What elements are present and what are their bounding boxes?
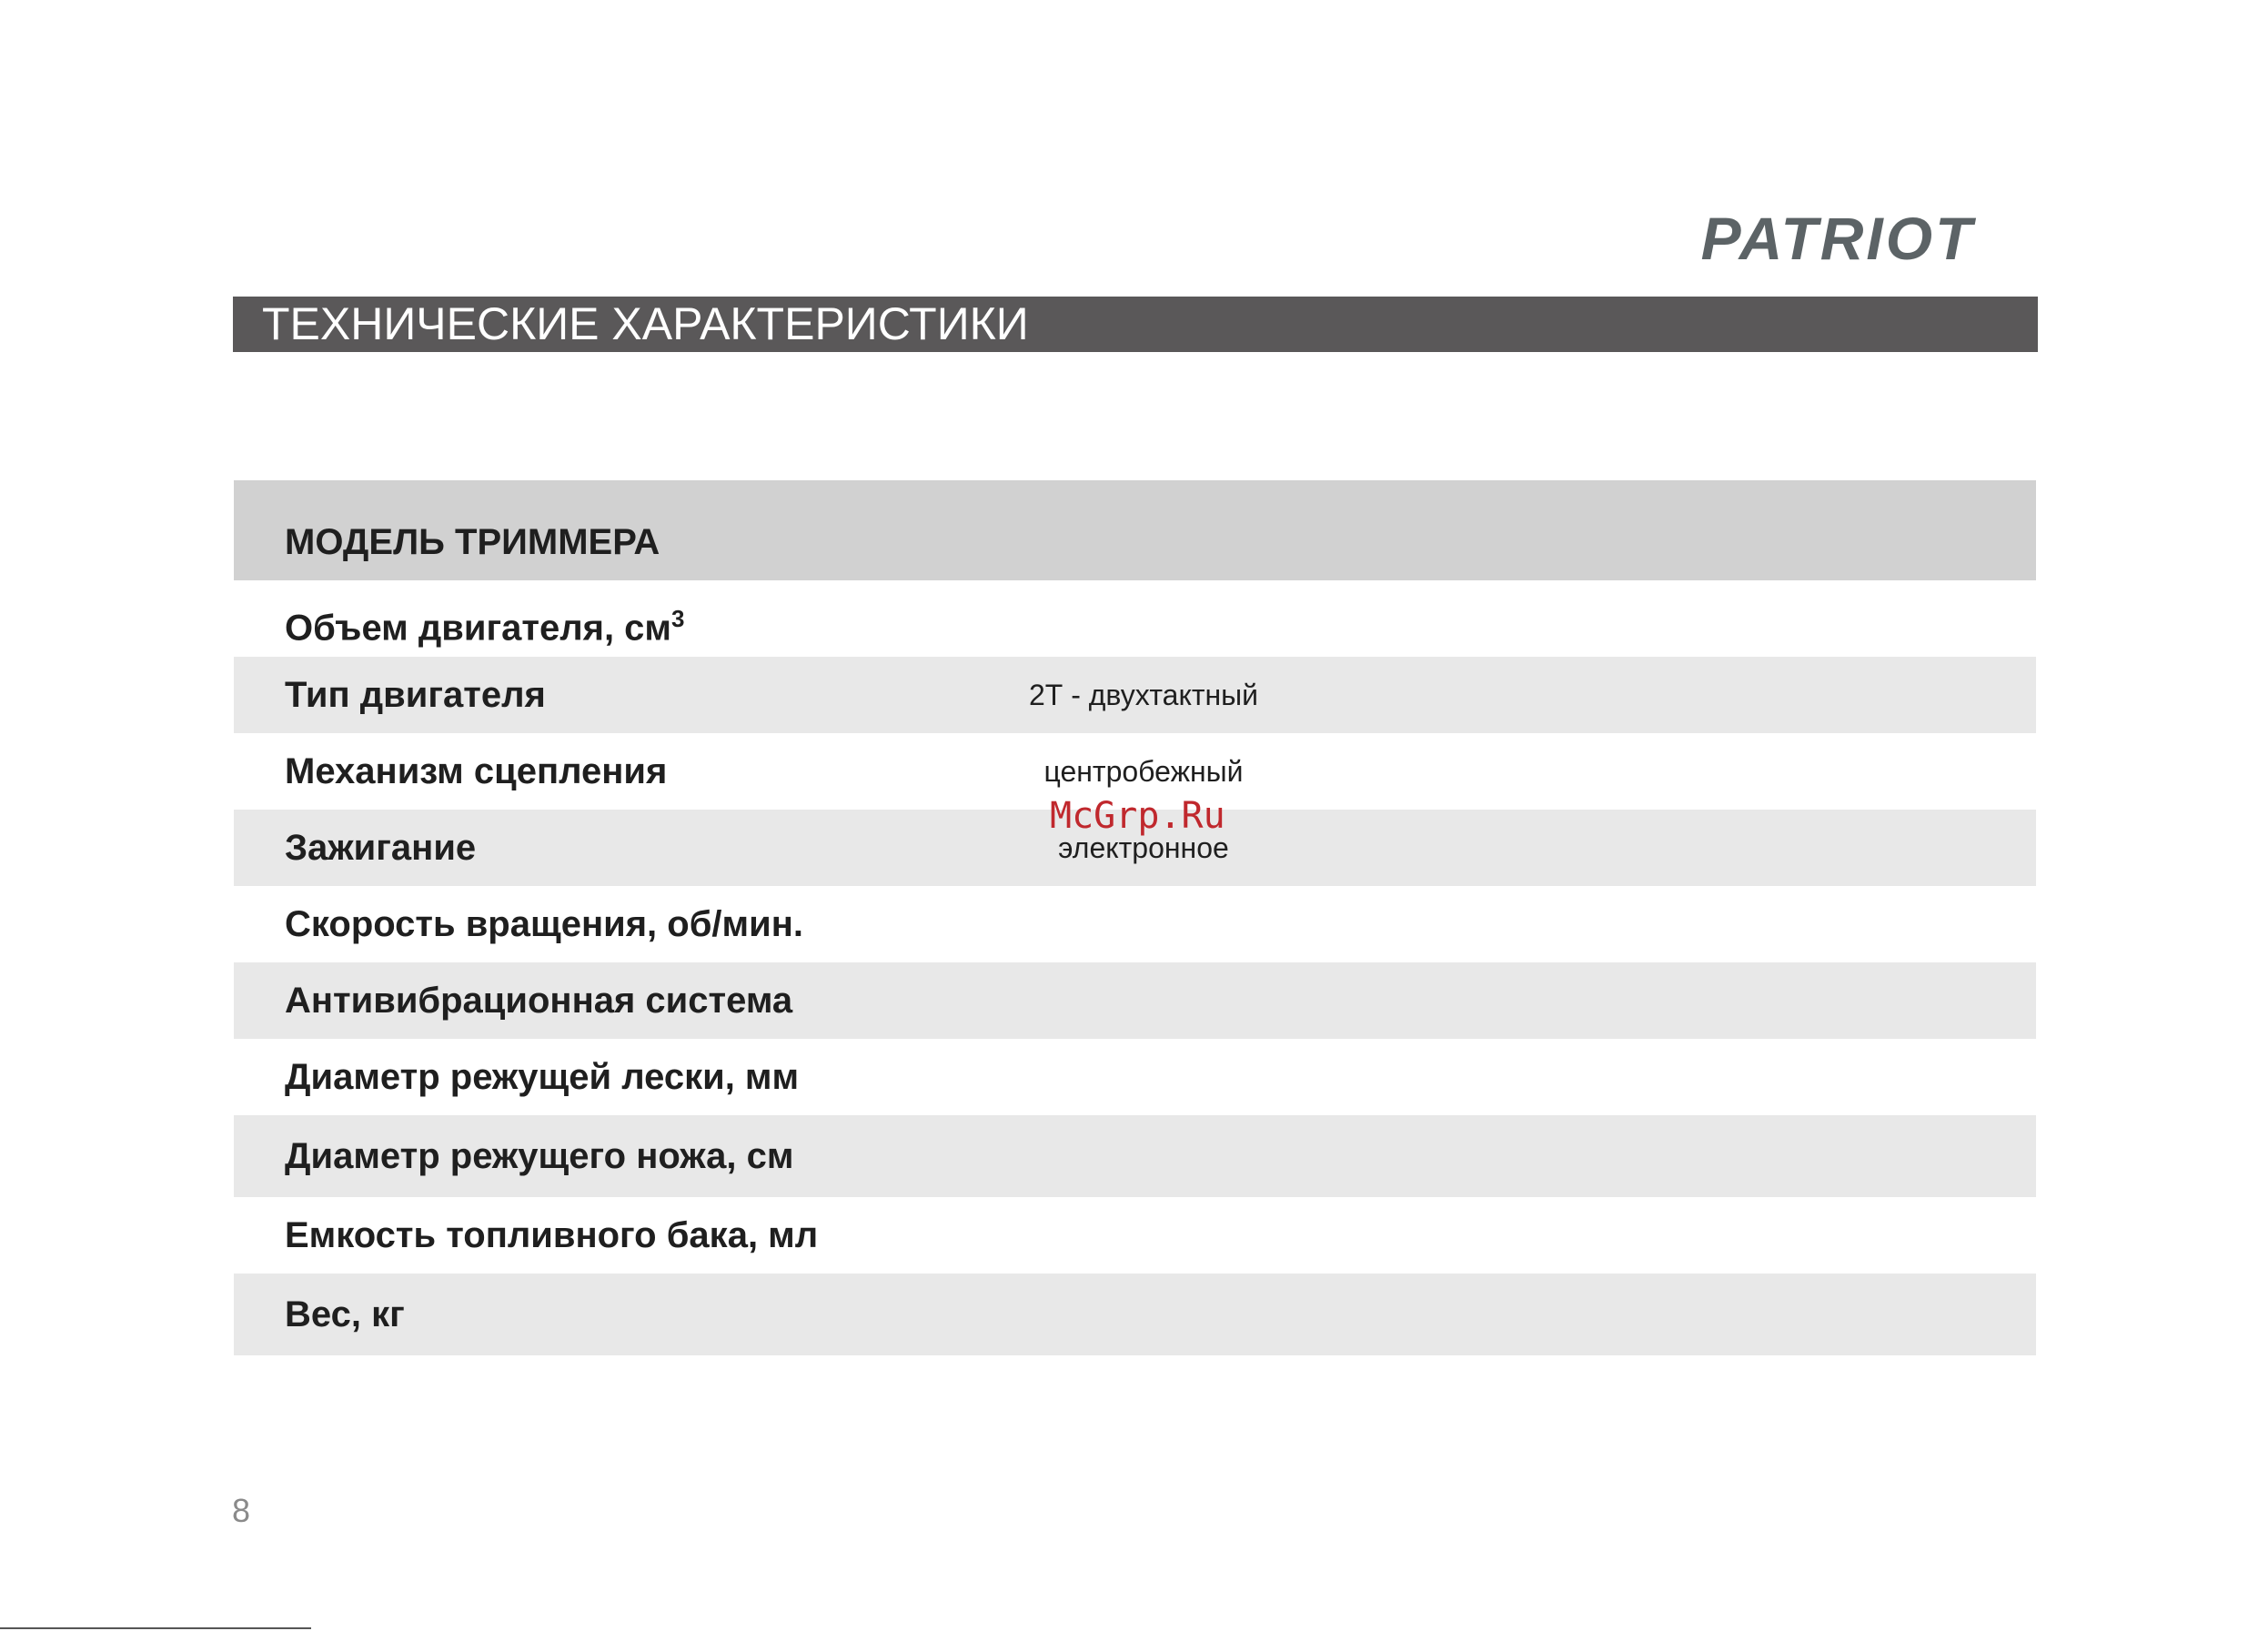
spec-row-rotation-speed [234, 886, 2036, 962]
spec-label: Тип двигателя [285, 675, 546, 715]
spec-row-weight [234, 1274, 2036, 1355]
spec-label: Антивибрационная система [285, 981, 793, 1021]
spec-label: Вес, кг [285, 1294, 405, 1334]
section-title: ТЕХНИЧЕСКИЕ ХАРАКТЕРИСТИКИ [262, 298, 1029, 349]
footer-divider [0, 1627, 311, 1629]
spec-table-header [234, 480, 2036, 580]
superscript: 3 [671, 605, 685, 632]
spec-label: Диаметр режущей лески, мм [285, 1057, 800, 1097]
spec-value: 2Т - двухтактный [1028, 679, 1259, 711]
spec-label: Скорость вращения, об/мин. [285, 904, 803, 944]
spec-label: Емкость топливного бака, мл [285, 1215, 819, 1255]
spec-row-engine-volume [234, 580, 2036, 657]
spec-table [234, 480, 2036, 1355]
model-header-label: МОДЕЛЬ ТРИММЕРА [285, 522, 660, 562]
page-number: 8 [232, 1492, 251, 1529]
spec-value: электронное [1058, 831, 1229, 864]
section-header-bar [233, 297, 2038, 352]
spec-label: Механизм сцепления [285, 751, 668, 791]
spec-row-fuel-tank [234, 1197, 2036, 1274]
spec-value: центробежный [1043, 755, 1244, 788]
spec-row-engine-type [234, 657, 2036, 733]
spec-row-blade-diameter [234, 1115, 2036, 1197]
spec-label: Диаметр режущего ножа, см [285, 1136, 794, 1176]
watermark-text: McGrp.Ru [1050, 795, 1225, 837]
patriot-logo [1665, 205, 2011, 270]
spec-row-line-diameter [234, 1039, 2036, 1115]
spec-label: Объем двигателя, $см^3$ [285, 605, 685, 649]
spec-row-antivibration [234, 962, 2036, 1039]
spec-label: Зажигание [285, 828, 477, 868]
logo-wordmark: PATRIOT [1700, 205, 1975, 270]
